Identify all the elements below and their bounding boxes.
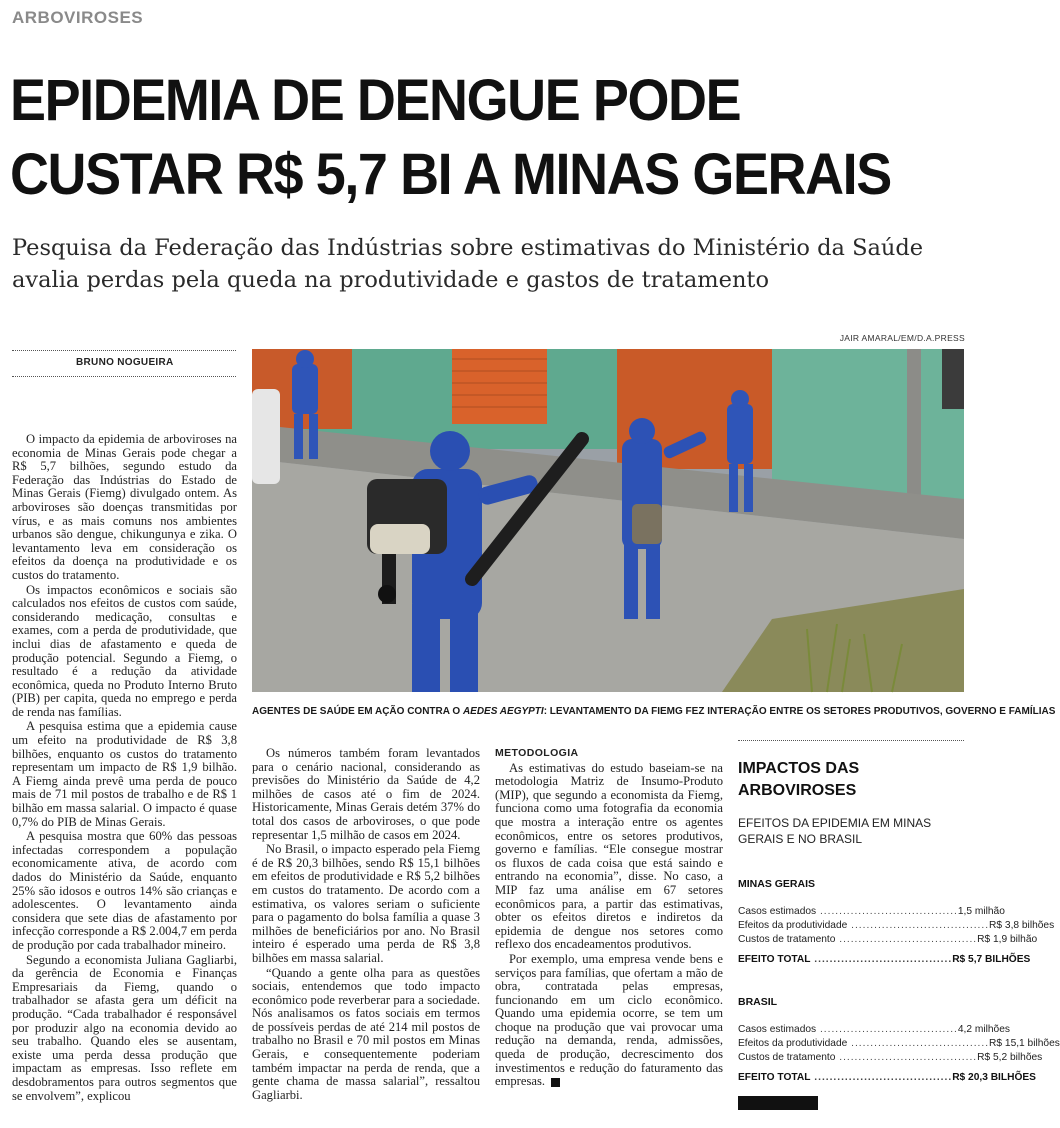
infobox-impactos <box>738 740 1060 1124</box>
headline-line-1: EPIDEMIA DE DENGUE PODE <box>10 68 741 133</box>
leader-dots: .................................... <box>835 934 978 945</box>
photo-credit: JAIR AMARAL/EM/D.A.PRESS <box>839 333 965 343</box>
news-photo <box>252 349 964 692</box>
table-row <box>738 934 1038 945</box>
article-column-1 <box>12 433 237 1123</box>
row-value: R$ 15,1 bilhões <box>989 1038 1060 1049</box>
infobox-rule <box>738 740 964 741</box>
leader-dots: .................................... <box>847 920 990 931</box>
row-value: 4,2 milhões <box>957 1024 1010 1035</box>
table-row <box>738 920 1055 931</box>
row-label: Efeitos da produtividade <box>738 1038 848 1049</box>
infobox-subtitle: EFEITOS DA EPIDEMIA EM MINAS GERAIS E NO BRASIL <box>738 816 932 846</box>
paragraph: A pesquisa estima que a epidemia cause um efeito na produtividade de R$ 3,8 bilhões, enquanto os custos do tratamento representam um impacto de R$ 1,9 bilhão. A Fiemg ainda prevê uma perda de pouco mais de 71 mil postos de trabalho e de R$ 1 bilhão em massa salarial. O impacto é quase 0,7% do PIB de Minas Gerais. <box>12 719 237 829</box>
photo-caption <box>252 705 1056 719</box>
table-row <box>738 1038 1060 1049</box>
leader-dots: .................................... <box>816 1024 958 1035</box>
leader-dots: .................................... <box>835 1052 978 1063</box>
total-row-br <box>738 1072 1036 1083</box>
total-label: EFEITO TOTAL <box>738 954 811 965</box>
byline: BRUNO NOGUEIRA <box>76 357 174 368</box>
paragraph <box>495 953 723 1089</box>
deck-subheadline: Pesquisa da Federação das Indústrias sobre estimativas do Ministério da Saúde avalia perdas pela queda na produtividade e gastos de tratamento <box>12 235 924 293</box>
leader-dots: .................................... <box>810 1072 953 1083</box>
total-value: R$ 5,7 BILHÕES <box>952 954 1031 965</box>
paragraph: As estimativas do estudo baseiam-se na metodologia Matriz de Insumo-Produto (MIP), que segundo a economista da Fiemg, funciona como uma fotografia da economia que mostra a interação entre os agentes econômicos, entre os setores produtivos, governo e famílias. “Ele consegue mostrar os fluxos de cada coisa que está saindo e entrando na economia”, disse. No caso, a MIP faz uma análise em 67 setores econômicos para, a partir das estimativas, obter os efeitos diretos e indiretos da epidemia de dengue nos setores como reflexo dos encadeamentos produtivos. <box>495 760 723 952</box>
infobox-title-line-2: ARBOVIROSES <box>738 782 857 799</box>
row-label: Custos de tratamento <box>738 934 836 945</box>
article-column-2 <box>252 747 480 1123</box>
table-row <box>738 906 1005 917</box>
paragraph: O impacto da epidemia de arboviroses na economia de Minas Gerais pode chegar a R$ 5,7 bilhões, segundo estudo da Federação das Indústrias do Estado de Minas Gerais (Fiemg) divulgado ontem. As arboviroses são doenças transmitidas por vírus, e as mais comuns nos ambientes urbanos são dengue, chikungunya e zika. O levantamento leva em consideração os efeitos da doença na produtividade e os custos do tratamento. <box>12 432 237 582</box>
byline-bottom-rule <box>12 376 236 377</box>
row-value: R$ 1,9 bilhão <box>977 934 1038 945</box>
leader-dots: .................................... <box>847 1038 990 1049</box>
row-value: R$ 3,8 bilhões <box>989 920 1055 931</box>
row-value: 1,5 milhão <box>957 906 1005 917</box>
row-label: Casos estimados <box>738 906 817 917</box>
paragraph: Os impactos econômicos e sociais são calculados nos efeitos de custos com saúde, considerando medicação, consultas e exames, com a perda de produtividade, que inclui dias de afastamento e queda de produção potencial. Segundo a Fiemg, o resultado é a redução da atividade econômica, queda no Produto Interno Bruto (PIB) per capita, queda no emprego e perda de renda nas famílias. <box>12 582 237 719</box>
row-label: Custos de tratamento <box>738 1052 836 1063</box>
region-heading-mg: MINAS GERAIS <box>738 878 816 890</box>
row-label: Efeitos da produtividade <box>738 920 848 931</box>
headline-line-2: CUSTAR R$ 5,7 BI A MINAS GERAIS <box>10 142 891 207</box>
paragraph-text: Por exemplo, uma empresa vende bens e serviços para famílias, que ofertam a mão de obra, contratada pelas empresas, funcionando em um ciclo econômico. Quando uma epidemia ocorre, se tem um choque na produção que vai provocar uma redução na demanda, renda, admissões, queda de produção, decrescimento dos investimentos e redução do faturamento das empresas. <box>495 951 723 1089</box>
paragraph: Os números também foram levantados para o cenário nacional, considerando as previsões do Ministério da Saúde de 4,2 milhões de casos até o fim de 2024. Historicamente, Minas Gerais detém 37% do total dos casos de arboviroses, o que pode representar 1,5 milhão de casos em 2024. <box>252 746 480 842</box>
byline-top-rule <box>12 350 236 351</box>
leader-dots: .................................... <box>816 906 958 917</box>
section-label: ARBOVIROSES <box>12 8 144 27</box>
leader-dots: .................................... <box>810 954 953 965</box>
infobox-title <box>738 758 859 802</box>
paragraph: Segundo a economista Juliana Gagliarbi, da gerência de Economia e Finanças Empresariais da Fiemg, quando o trabalhador se afasta gera um déficit na produção. “Cada trabalhador é responsável por produzir algo na economia devido ao seu trabalho. Quando eles se ausentam, existe uma perda dessa produção que impactam as empresas. Isso reflete em desdobramentos para outros segmentos que se envolvem”, explicou <box>12 952 237 1103</box>
region-heading-br: BRASIL <box>738 996 778 1008</box>
row-value: R$ 5,2 bilhões <box>977 1052 1043 1063</box>
end-of-article-mark <box>551 1078 560 1087</box>
infobox-title-line-1: IMPACTOS DAS <box>738 760 860 777</box>
paragraph: No Brasil, o impacto esperado pela Fiemg é de R$ 20,3 bilhões, sendo R$ 15,1 bilhões em efeitos de produtividade e R$ 5,2 bilhões em custos do tratamento. De acordo com a estimativa, os valores seriam o suficiente para o pagamento do bolsa família a quase 3 milhões de beneficiários por ano. No Brasil inteiro é esperado uma perda de R$ 3,8 bilhões em massa salarial. <box>252 842 480 965</box>
total-value: R$ 20,3 BILHÕES <box>952 1072 1036 1083</box>
infobox-end-bar <box>738 1096 818 1110</box>
total-row-mg <box>738 954 1031 965</box>
caption-italic: AEDES AEGYPTI <box>462 706 544 717</box>
paragraph: “Quando a gente olha para as questões sociais, entendemos que todo impacto econômico pode reverberar para a sociedade. Nós analisamos os fatos sociais em termos de possíveis perdas de até 214 mil postos de trabalho no Brasil e 70 mil postos em Minas Gerais, e consequentemente poderiam também impactar na perda de renda, que a gente chama de massa salarial”, ressaltou Gagliarbi. <box>252 965 480 1102</box>
headline <box>10 64 898 212</box>
photo-health-agents-spraying <box>252 349 964 692</box>
methodology-heading: METODOLOGIA <box>495 747 579 759</box>
total-label: EFEITO TOTAL <box>738 1072 811 1083</box>
caption-text-end: : LEVANTAMENTO DA FIEMG FEZ INTERAÇÃO ENTRE OS SETORES PRODUTIVOS, GOVERNO E FAMÍLIAS <box>543 706 1056 717</box>
article-column-3 <box>495 747 723 1123</box>
table-row <box>738 1052 1043 1063</box>
table-row <box>738 1024 1010 1035</box>
paragraph: A pesquisa mostra que 60% das pessoas infectadas correspondem a população economicamente ativa, de acordo com dados do Ministério da Saúde, enquanto 25% são idosos e outros 14% são crianças e adolescentes. O levantamento ainda considera que sete dias de afastamento por infecção corresponde a R$ 2.004,7 em perda de produção por cada trabalhador mineiro. <box>12 829 237 952</box>
caption-text: AGENTES DE SAÚDE EM AÇÃO CONTRA O <box>252 706 463 717</box>
row-label: Casos estimados <box>738 1024 817 1035</box>
